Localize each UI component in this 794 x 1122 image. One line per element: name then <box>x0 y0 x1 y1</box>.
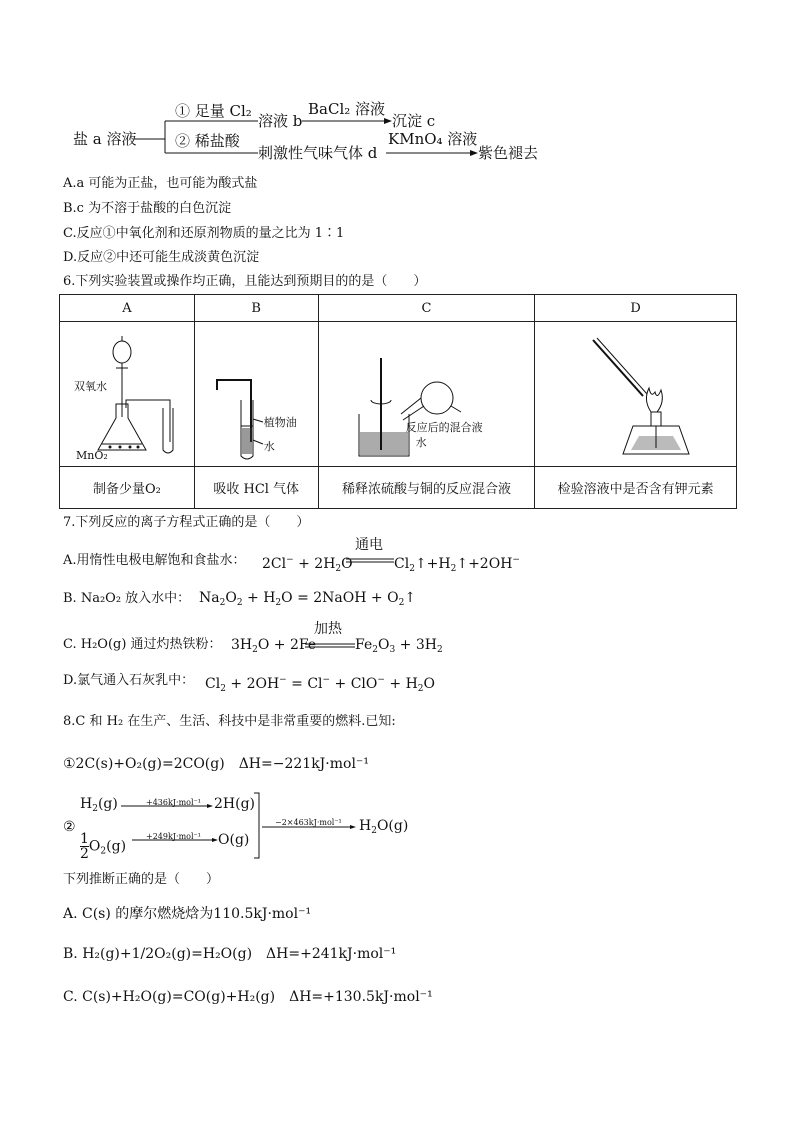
q8-prompt: 下列推断正确的是（ ） <box>63 872 220 887</box>
caption-b: 吸收 HCl 气体 <box>194 467 318 509</box>
q7-option-c-condition: 加热 <box>314 621 342 637</box>
q7-option-c-right: $Fe_2O_3 + 3H_2$ <box>355 637 443 655</box>
header-c: C <box>318 295 535 322</box>
q8-option-a[interactable]: A. C(s) 的摩尔燃烧焓为110.5kJ·mol⁻¹ <box>63 906 312 922</box>
o-gas: O(g) <box>218 832 250 848</box>
q7-option-b-prefix: B. Na₂O₂ 放入水中： <box>63 591 191 606</box>
apparatus-d[interactable] <box>535 322 737 467</box>
label-mno2: MnO₂ <box>76 449 108 462</box>
q5-option-c[interactable]: C.反应①中氧化剂和还原剂物质的量之比为 1∶1 <box>63 226 345 241</box>
flow-purple: 紫色褪去 <box>478 144 539 162</box>
q6-stem: 6.下列实验装置或操作均正确，且能达到预期目的的是（ ） <box>63 274 427 289</box>
o2-generator-illustration <box>60 322 195 466</box>
flow-salt: 盐 a 溶液 <box>73 130 137 148</box>
label-mixture: 反应后的混合液 <box>405 421 483 434</box>
header-a: A <box>60 295 195 322</box>
label-h2o2: 双氧水 <box>74 380 107 393</box>
q7-stem: 7.下列反应的离子方程式正确的是（ ） <box>63 515 310 530</box>
apparatus-c[interactable] <box>318 322 535 467</box>
caption-d: 检验溶液中是否含有钾元素 <box>535 467 737 509</box>
label-water-b: 水 <box>263 440 275 453</box>
header-d: D <box>535 295 737 322</box>
flow-gas-d: 刺激性气味气体 d <box>258 144 378 162</box>
q5-option-b[interactable]: B.c 为不溶于盐酸的白色沉淀 <box>63 201 232 216</box>
arrow-main-label: −2×463kJ·mol⁻¹ <box>275 818 342 827</box>
flame-test-illustration <box>535 322 737 466</box>
dilution-illustration <box>319 322 536 466</box>
flow-bacl2: BaCl₂ 溶液 <box>308 100 386 118</box>
q7-option-a-prefix: A.用惰性电极电解饱和食盐水： <box>63 553 246 568</box>
q7-option-a-condition: 通电 <box>355 537 383 553</box>
q7-option-b-equation: $Na_2O_2 + H_2O$ = 2NaOH + $O_2↑$ <box>199 590 417 608</box>
label-water-c: 水 <box>415 436 427 449</box>
q7-option-a-right: $Cl_2↑+H_2↑+2OH^-$ <box>394 555 520 574</box>
q8-option-c[interactable]: C. C(s)+H₂O(g)=CO(g)+H₂(g) ΔH=+130.5kJ·mol⁻¹ <box>63 989 433 1005</box>
q8-equation-1: ①2C(s)+O₂(g)=2CO(g) ΔH=−221kJ·mol⁻¹ <box>63 756 369 772</box>
q8-option-b[interactable]: B. H₂(g)+1/2O₂(g)=H₂O(g) ΔH=+241kJ·mol⁻¹ <box>63 946 397 962</box>
apparatus-b[interactable] <box>194 322 318 467</box>
q5-option-a[interactable]: A.a 可能为正盐，也可能为酸式盐 <box>63 176 258 191</box>
circle-2: ② <box>63 819 76 835</box>
h2o-gas: $H_2O(g)$ <box>359 818 409 836</box>
flow-solution-b: 溶液 b <box>258 112 303 130</box>
flow-step1: ① 足量 Cl₂ <box>175 102 252 120</box>
caption-c: 稀释浓硫酸与铜的反应混合液 <box>318 467 535 509</box>
arrow-main <box>262 825 372 833</box>
q8-stem: 8.C 和 H₂ 在生产、生活、科技中是非常重要的燃料.已知: <box>63 714 396 729</box>
arrow-o-label: +249kJ·mol⁻¹ <box>146 832 201 841</box>
q7-option-c-prefix: C. H₂O(g) 通过灼热铁粉： <box>63 637 222 652</box>
hcl-absorber-illustration <box>195 322 319 466</box>
q6-apparatus-table <box>59 294 737 509</box>
flow-kmno4: KMnO₄ 溶液 <box>388 130 478 148</box>
h2-gas: $H_2(g)$ <box>80 796 118 814</box>
q7-option-d-equation: $Cl_2 + 2OH^- = Cl^- + ClO^- + H_2O$ <box>205 675 436 694</box>
caption-a: 制备少量O₂ <box>60 467 195 509</box>
label-veg-oil: 植物油 <box>263 416 297 429</box>
two-h: 2H(g) <box>214 796 256 812</box>
arrow-o <box>132 838 232 846</box>
header-b: B <box>194 295 318 322</box>
q5-option-d[interactable]: D.反应②中还可能生成淡黄色沉淀 <box>63 250 260 265</box>
q7-option-c-left: $3H_2O + 2Fe$ <box>231 637 317 655</box>
half-o2: $\frac{1}{2}$ $O_2(g)$ <box>80 831 127 862</box>
q7-option-a-left: $2Cl^- + 2H_2O$ <box>262 555 353 574</box>
flow-precip-c: 沉淀 c <box>392 112 436 130</box>
arrow-h <box>121 804 221 812</box>
q7-option-d-prefix: D.氯气通入石灰乳中： <box>63 673 195 688</box>
flow-step2: ② 稀盐酸 <box>175 132 240 150</box>
apparatus-a[interactable] <box>60 322 195 467</box>
arrow-h-label: +436kJ·mol⁻¹ <box>146 798 201 807</box>
